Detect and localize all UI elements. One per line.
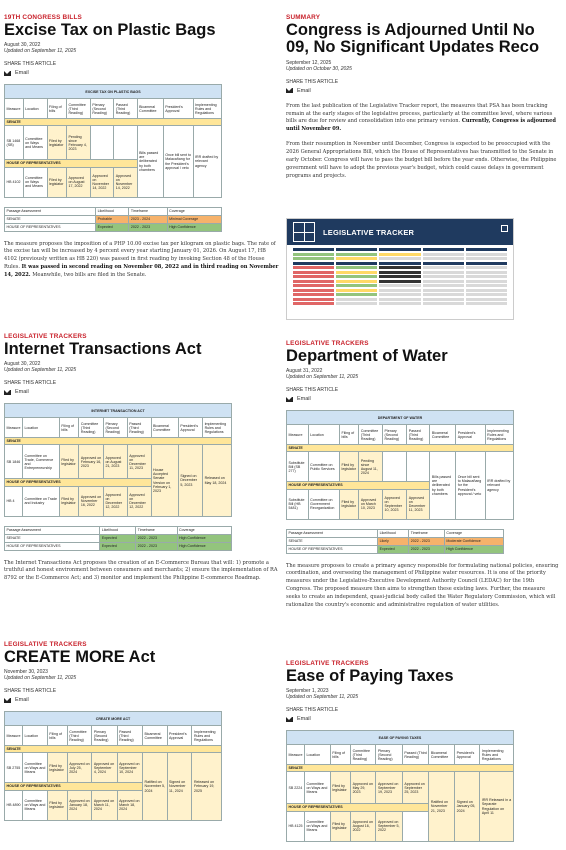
assess-cell: Expected (100, 542, 136, 550)
header-president: President's Approval (167, 726, 192, 746)
header-filing: Filing of bills (330, 745, 350, 765)
article-card-water (286, 340, 566, 645)
senate-section: SENATE (287, 445, 514, 452)
table-cell: Committee on Ways and Means (23, 167, 47, 197)
table-cell: Once bill sent to Malacañang for the President's approval / veto (456, 452, 485, 519)
header-location: Location (308, 425, 339, 445)
assess-cell: Moderate Confidence (444, 537, 503, 545)
header-irr: Implementing Rules and Regulations (193, 99, 222, 119)
assess-cell: Expected (378, 545, 409, 553)
header-filing: Filing of bills (47, 726, 67, 746)
assess-header: Likelihood (100, 526, 136, 534)
envelope-icon (4, 390, 11, 395)
assess-cell: SENATE (5, 534, 100, 542)
article-date: August 30, 2022 (4, 361, 41, 368)
envelope-icon (4, 71, 11, 76)
table-cell: Committee on Ways and Means (304, 772, 330, 804)
table-cell: Once bill sent to Malacañang for the President's approval / veto (163, 126, 193, 197)
assess-cell: 2022 - 2023 (136, 534, 177, 542)
header-bicam: Bicameral Committee (430, 425, 456, 445)
table-cell: Approved on February 16, 2023 (79, 445, 104, 479)
header-measure: Measure (5, 99, 24, 119)
header-plenary: Plenary (Second Reading) (383, 425, 407, 445)
table-cell: Ratified on November 21, 2023 (429, 772, 455, 841)
assess-header: Passage Assessment (287, 529, 378, 537)
house-section: HOUSE OF REPRESENTATIVES (287, 482, 430, 489)
article-title[interactable]: CREATE MORE Act (4, 648, 156, 666)
header-irr: Implementing Rules and Regulations (485, 425, 513, 445)
table-cell: Approved on November 16, 2022 (79, 486, 104, 516)
table-cell: Committee on Trade and Industry (22, 486, 59, 516)
psa-logo (293, 222, 315, 242)
table-title: CREATE MORE ACT (5, 712, 222, 726)
share-label: SHARE THIS ARTICLE (4, 688, 57, 695)
assess-header: Passage Assessment (5, 207, 96, 215)
header-committee: Committee (Third Reading) (359, 425, 383, 445)
article-body: The measure proposes to create a primary agency responsible for formulating national policies, ensuring coordination, and overseeing the management of Philippine water resources. It is one of the priority measures under the Legislative-Executive Development Authority Council (LEDAC) for the 19th Congress. The proposed measure then aims to strengthen these existing laws. Further, the measure seeks to create an independent, quasi-judicial body called the Water Regulatory Commission, which will rationalize the country's economic and administrative regulation of water utilities. (286, 562, 559, 609)
assess-cell: High Confidence (177, 542, 231, 550)
table-cell: Approved on September 25, 2023 (402, 772, 428, 804)
tracker-table (286, 410, 514, 519)
assess-cell: Minimal Coverage (167, 215, 221, 223)
table-cell: Filed by legislator (340, 489, 359, 519)
envelope-icon (286, 397, 293, 402)
article-category[interactable]: LEGISLATIVE TRACKERS (286, 660, 369, 667)
table-cell: Approved on March 18, 2024 (117, 790, 142, 820)
table-cell: Filed by legislator (47, 753, 67, 783)
house-section: HOUSE OF REPRESENTATIVES (5, 479, 152, 486)
header-committee: Committee (Third Reading) (351, 745, 376, 765)
table-cell: SB 1468 (SB) (5, 126, 24, 160)
table-cell: House Accepted Senate Version on February 1, 2023 (151, 445, 178, 516)
article-title[interactable]: Excise Tax on Plastic Bags (4, 21, 216, 39)
header-irr: Implementing Rules and Regulations (480, 745, 514, 765)
table-title: DEPARTMENT OF WATER (287, 411, 514, 425)
header-committee: Committee (Third Reading) (79, 418, 104, 438)
header-filing: Filing of bills (340, 425, 359, 445)
table-cell: Approved on November 14, 2022 (90, 167, 113, 197)
table-cell: Substitute Bill (SB 277) (287, 452, 309, 482)
assess-cell: 2022 - 2023 (136, 542, 177, 550)
table-cell: Approved on July 25, 2024 (67, 753, 92, 783)
assess-cell: Probable (96, 215, 129, 223)
assess-header: Likelihood (96, 207, 129, 215)
article-updated: Updated on September 11, 2025 (286, 374, 359, 381)
tracker-title: LEGISLATIVE TRACKER (323, 227, 415, 237)
header-irr: Implementing Rules and Regulations (192, 726, 222, 746)
header-committee: Committee (Third Reading) (67, 726, 92, 746)
article-updated: Updated on September 11, 2025 (4, 367, 77, 374)
article-date: September 1, 2023 (286, 688, 329, 695)
table-cell: IRR drafted by relevant agency (485, 452, 513, 519)
article-category[interactable]: 19TH CONGRESS BILLS (4, 14, 83, 21)
article-category[interactable]: LEGISLATIVE TRACKERS (4, 333, 87, 340)
email-share-link[interactable]: Email (286, 716, 566, 722)
table-cell: IRR drafted by relevant agency (193, 126, 222, 197)
tracker-table (4, 84, 222, 197)
table-cell: Approved on September 10, 2023 (383, 489, 407, 519)
share-label: SHARE THIS ARTICLE (286, 78, 339, 85)
table-cell: Committee on Ways and Means (304, 811, 330, 841)
table-cell: Approved on August 16, 2022 (351, 811, 376, 841)
assess-header: Passage Assessment (5, 526, 100, 534)
article-body: The measure proposes the imposition of a PHP 10.00 excise tax per kilogram on plastic bags. The rate of the excise tax will be increased by 4 percent every year starting January 01, 2026. On August 17, HB 4102 (previously written as HB 220) was passed in first reading by invoking Section 48 of the House Rules. It was passed in second reading on November 08, 2022 and in third reading on November 14, 2022. Meanwhile, two bills are filed in the Senate. (4, 240, 279, 279)
assess-cell: HOUSE OF REPRESENTATIVES (5, 542, 100, 550)
table-cell: Pending since February 4, 2023 (66, 126, 90, 160)
table-cell: Filed by legislator (340, 452, 359, 482)
table-cell: Filed by legislator (47, 167, 66, 197)
article-title[interactable]: Department of Water (286, 347, 448, 365)
article-category[interactable]: LEGISLATIVE TRACKERS (286, 340, 369, 347)
article-card-plastic (4, 14, 280, 332)
assess-cell: High Confidence (444, 545, 503, 553)
header-bicam: Bicameral Committee (151, 418, 178, 438)
share-label: SHARE THIS ARTICLE (286, 707, 339, 714)
tracker-table (4, 403, 232, 516)
header-president: President's Approval (163, 99, 193, 119)
assess-cell: High Confidence (177, 534, 231, 542)
assess-header: Timeframe (409, 529, 445, 537)
table-cell (90, 126, 113, 160)
email-share-link[interactable]: Email (286, 88, 566, 94)
email-share-link[interactable]: Email (4, 389, 280, 395)
assess-header: Coverage (177, 526, 231, 534)
table-cell: Released on February 19, 2025 (192, 753, 222, 820)
header-location: Location (23, 99, 47, 119)
table-cell: Committee on Public Services (308, 452, 339, 482)
header-bicam: Bicameral Committee (429, 745, 455, 765)
article-updated: Updated on October 30, 2025 (286, 65, 352, 72)
table-cell: Approved on March 10, 2023 (359, 489, 383, 519)
table-cell: Approved on September 19, 2023 (376, 772, 402, 804)
table-cell: HB 4102 (5, 167, 24, 197)
article-date: November 30, 2023 (4, 669, 48, 676)
article-body: The Internet Transactions Act proposes the creation of an E-Commerce Bureau that will: 1) promote a truthful and honest environment between consumers and merchants; 2) ensure the implementation of RA 8792 or the E-Commerce Act; and 3) monitor and implement the Philippine E-commerce Roadmap. (4, 559, 278, 582)
table-cell: Filed by legislator (47, 126, 66, 160)
assess-cell: 2023 - 2024 (129, 215, 167, 223)
article-title[interactable]: Congress is Adjourned Until No 09, No Significant Updates Reco (286, 21, 540, 57)
article-updated: Updated on September 11, 2025 (4, 675, 77, 682)
table-title: INTERNET TRANSACTION ACT (5, 404, 232, 418)
table-cell: HB 4125 (287, 811, 305, 841)
table-title: EXCISE TAX ON PLASTIC BAGS (5, 85, 222, 99)
header-passed: Passed (Third Reading) (127, 418, 151, 438)
header-measure: Measure (5, 726, 23, 746)
table-cell: Filed by legislator (330, 772, 350, 804)
header-filing: Filing of bills (47, 99, 66, 119)
article-date: August 30, 2022 (4, 42, 41, 49)
table-cell: Signed on November 11, 2024 (167, 753, 192, 820)
table-cell: Committee on Ways and Means (22, 790, 47, 820)
header-location: Location (22, 726, 47, 746)
house-section: HOUSE OF REPRESENTATIVES (5, 160, 138, 167)
senate-section: SENATE (5, 438, 232, 445)
assess-header: Coverage (444, 529, 503, 537)
assess-header: Timeframe (129, 207, 167, 215)
header-plenary: Plenary (Second Reading) (103, 418, 127, 438)
table-cell: Substitute Bill (HB 5481) (287, 489, 309, 519)
article-date: September 12, 2025 (286, 59, 332, 66)
table-cell: Approved on September 5, 2022 (376, 811, 402, 841)
table-cell: Released on May 18, 2024 (203, 445, 232, 516)
article-title[interactable]: Internet Transactions Act (4, 340, 202, 358)
assess-header: Likelihood (378, 529, 409, 537)
table-cell: SB 2755 (5, 753, 23, 783)
assessment-table (286, 529, 504, 554)
assess-cell: Expected (100, 534, 136, 542)
table-cell: Approved on January 18, 2024 (67, 790, 92, 820)
senate-section: SENATE (287, 765, 514, 772)
senate-section: SENATE (5, 746, 222, 753)
table-cell: Filed by legislator (59, 486, 79, 516)
article-updated: Updated on September 11, 2025 (4, 48, 77, 55)
table-cell: Approved on December 12, 2022 (127, 486, 151, 516)
header-location: Location (304, 745, 330, 765)
table-title: EASE OF PAYING TAXES (287, 731, 514, 745)
table-cell: Filed by legislator (47, 790, 67, 820)
share-label: SHARE THIS ARTICLE (4, 61, 57, 68)
assess-header: Coverage (167, 207, 221, 215)
table-cell: HB 4 (5, 486, 23, 516)
assess-cell: 2022 - 2023 (409, 545, 445, 553)
assess-cell: 2022 - 2023 (129, 223, 167, 231)
article-title[interactable]: Ease of Paying Taxes (286, 667, 454, 685)
assessment-table (4, 526, 232, 551)
expand-icon[interactable] (501, 225, 508, 232)
header-bicam: Bicameral Committee (142, 726, 167, 746)
table-cell: Approved on May 29, 2023 (351, 772, 376, 804)
assess-cell: High Confidence (167, 223, 221, 231)
table-cell (383, 452, 407, 482)
table-cell: Committee on Government Reorganization (308, 489, 339, 519)
table-cell: Approved on September 10, 2024 (117, 753, 142, 783)
assessment-table (4, 207, 222, 232)
table-cell: IRR Released in a Separate Regulation on April 11 (480, 772, 514, 841)
assess-cell: HOUSE OF REPRESENTATIVES (287, 545, 378, 553)
header-filing: Filing of bills (59, 418, 79, 438)
email-share-link[interactable]: Email (4, 697, 280, 703)
house-section: HOUSE OF REPRESENTATIVES (287, 804, 429, 811)
envelope-icon (286, 88, 293, 93)
article-category[interactable]: SUMMARY (286, 14, 321, 21)
assess-cell: SENATE (5, 215, 96, 223)
table-cell: Approved on December 11, 2023 (407, 489, 430, 519)
header-committee: Committee (Third Reading) (66, 99, 90, 119)
article-card-taxes (286, 660, 566, 850)
table-cell: Approved on March 11, 2024 (92, 790, 117, 820)
assess-cell: HOUSE OF REPRESENTATIVES (5, 223, 96, 231)
table-cell: Bills passed are deliberated by both chambers (137, 126, 163, 197)
table-cell: Approved on August 21, 2023 (103, 445, 127, 479)
header-president: President's Approval (455, 745, 480, 765)
table-cell: Signed on January 05, 2024 (455, 772, 480, 841)
legislative-tracker-image[interactable] (286, 218, 514, 320)
table-cell: Committee on Ways and Means (22, 753, 47, 783)
header-plenary: Plenary (Second Reading) (92, 726, 117, 746)
table-cell: Signed on December 5, 2023 (178, 445, 202, 516)
header-measure: Measure (287, 745, 305, 765)
share-label: SHARE THIS ARTICLE (4, 380, 57, 387)
article-category[interactable]: LEGISLATIVE TRACKERS (4, 641, 87, 648)
header-bicam: Bicameral Committee (137, 99, 163, 119)
table-cell: HB 4890 (5, 790, 23, 820)
article-updated: Updated on September 11, 2025 (286, 694, 359, 701)
header-measure: Measure (287, 425, 309, 445)
assess-cell: Expected (96, 223, 129, 231)
article-date: August 31, 2022 (286, 368, 323, 375)
tracker-table (286, 730, 514, 841)
header-measure: Measure (5, 418, 23, 438)
header-irr: Implementing Rules and Regulations (203, 418, 232, 438)
table-cell: Approved on August 17, 2022 (66, 167, 90, 197)
header-president: President's Approval (178, 418, 202, 438)
table-cell: Bills passed are deliberated by both chambers (430, 452, 456, 519)
header-passed: Passed (Third Reading) (117, 726, 142, 746)
table-cell: SB 2224 (287, 772, 305, 804)
article-body: From the last publication of the Legislative Tracker report, the measures that PSA has been tracking remain at the early stages of the legislative process, particularly at the committee level, where various bills are due for review and consolidation into one primary version. Currently, Congress is adjourned until November 09. (286, 102, 556, 133)
header-passed: Passed (Third Reading) (407, 425, 430, 445)
email-share-link[interactable]: Email (4, 70, 280, 76)
header-president: President's Approval (456, 425, 485, 445)
assess-cell: 2022 - 2023 (409, 537, 445, 545)
envelope-icon (286, 717, 293, 722)
table-cell: SB 1846 (5, 445, 23, 479)
table-cell: Ratified on November 5, 2024 (142, 753, 167, 820)
senate-section: SENATE (5, 119, 222, 126)
table-cell (114, 126, 137, 160)
article-card-create (4, 641, 280, 850)
tracker-table (4, 711, 222, 820)
header-location: Location (22, 418, 59, 438)
article-card-internet (4, 333, 280, 635)
table-cell: Approved on December 11, 2023 (127, 445, 151, 479)
header-plenary: Plenary (Second Reading) (376, 745, 402, 765)
table-cell: Approved on November 14, 2022 (114, 167, 137, 197)
article-body: From their resumption in November until December, Congress is expected to be preoccupied with the 2026 General Appropriations Bill, which the House of Representatives has transmitted to the Senate in early October. Congress will have to pass the budget bill before the year ends. Otherwise, the Philippine government will have to adopt the previous year's budget, which could cause delays in government programs and projects. (286, 141, 557, 179)
envelope-icon (4, 698, 11, 703)
header-passed: Passed (Third Reading) (114, 99, 137, 119)
table-cell (402, 811, 428, 841)
table-cell: Filed by legislator (59, 445, 79, 479)
table-cell: Approved on September 4, 2024 (92, 753, 117, 783)
assess-header: Timeframe (136, 526, 177, 534)
table-cell: Approved on December 12, 2022 (103, 486, 127, 516)
header-plenary: Plenary (Second Reading) (90, 99, 113, 119)
email-share-link[interactable]: Email (286, 396, 566, 402)
table-cell (407, 452, 430, 482)
table-cell: Committee on Trade, Commerce and Entrepreneurship (22, 445, 59, 479)
house-section: HOUSE OF REPRESENTATIVES (5, 783, 143, 790)
table-cell: Committee on Ways and Means (23, 126, 47, 160)
table-cell: Pending since August 11, 2024 (359, 452, 383, 482)
assess-cell: Likely (378, 537, 409, 545)
table-cell: Filed by legislator (330, 811, 350, 841)
assess-cell: SENATE (287, 537, 378, 545)
share-label: SHARE THIS ARTICLE (286, 387, 339, 394)
header-passed: Passed (Third Reading) (402, 745, 428, 765)
